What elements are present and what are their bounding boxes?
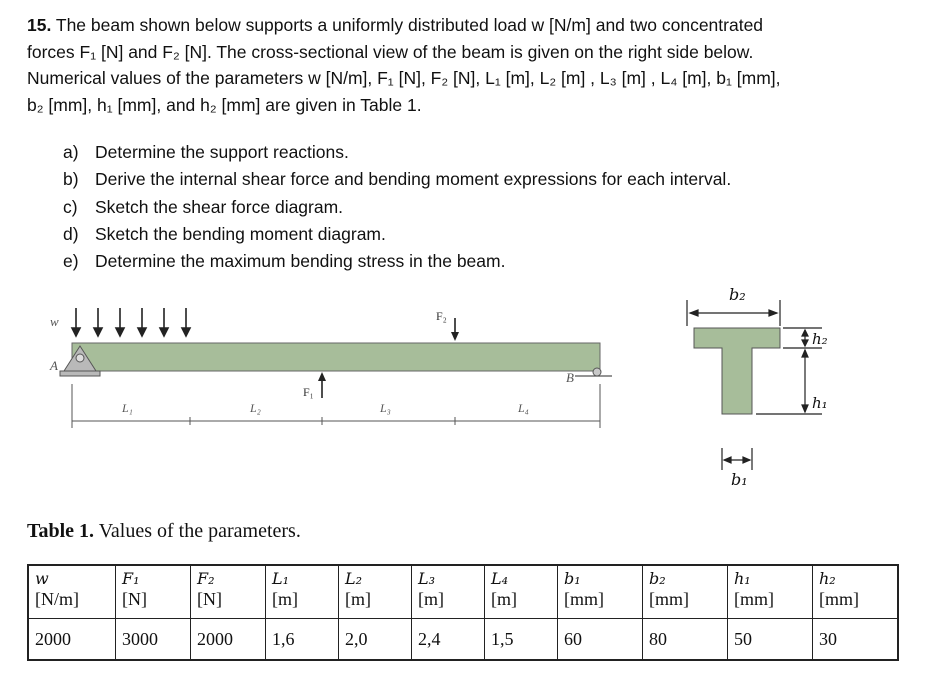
table-value-cell: 2000	[28, 619, 116, 661]
length-l4-label: L₄	[518, 401, 529, 415]
table-header-cell: L₄ [m]	[485, 565, 558, 619]
table-caption: Table 1. Values of the parameters.	[27, 520, 301, 542]
force-f1-arrow	[318, 372, 326, 398]
force-f2-label: F₂	[436, 309, 447, 323]
table-header-cell: L₁ [m]	[266, 565, 339, 619]
length-l1-label: L₁	[122, 401, 133, 415]
part-b: b) Derive the internal shear force and bending moment expressions for each interval.	[63, 169, 732, 190]
distributed-load	[72, 308, 190, 336]
support-b-label: B	[566, 370, 574, 385]
table-value-cell: 2,0	[339, 619, 412, 661]
support-a-label: A	[50, 358, 58, 373]
b1-label: b₁	[731, 470, 748, 489]
part-a: a) Determine the support reactions.	[63, 142, 349, 162]
table-header-cell: L₃ [m]	[412, 565, 485, 619]
table-values-row	[28, 619, 898, 661]
problem-line-4: b₂ [mm], h₁ [mm], and h₂ [mm] are given in Table 1.	[27, 94, 422, 115]
force-f1-label: F₁	[303, 385, 314, 399]
problem-number: 15.	[27, 15, 52, 35]
table-header-cell: b₂ [mm]	[643, 565, 728, 619]
b2-label: b₂	[729, 285, 746, 304]
h2-label: h₂	[812, 330, 828, 348]
table-header-cell: F₂ [N]	[191, 565, 266, 619]
problem-line-2: forces F₁ [N] and F₂ [N]. The cross-sectional view of the beam is given on the right side below.	[27, 41, 754, 62]
h1-label: h₁	[812, 394, 828, 412]
table-value-cell: 60	[558, 619, 643, 661]
part-e: e) Determine the maximum bending stress in the beam.	[63, 251, 506, 272]
table-header-cell: h₂ [mm]	[813, 565, 899, 619]
force-f2-arrow	[451, 318, 459, 341]
table-value-cell: 50	[728, 619, 813, 661]
table-header-cell: h₁ [mm]	[728, 565, 813, 619]
problem-line-3: Numerical values of the parameters w [N/m], F₁ [N], F₂ [N], L₁ [m], L₂ [m] , L₃ [m] , L₄ [m], b₁ [mm],	[27, 68, 781, 88]
table-value-cell: 2000	[191, 619, 266, 661]
table-value-cell: 3000	[116, 619, 191, 661]
t-cross-section	[694, 328, 780, 414]
parameters-table	[27, 564, 899, 661]
table-header-cell: F₁ [N]	[116, 565, 191, 619]
question-parts	[63, 139, 731, 275]
part-d: d) Sketch the bending moment diagram.	[63, 223, 386, 244]
table-header-cell: w [N/m]	[35, 569, 79, 609]
beam	[72, 343, 600, 371]
table-value-cell: 80	[643, 619, 728, 661]
part-c: c) Sketch the shear force diagram.	[63, 196, 344, 217]
problem-line-1: 15. The beam shown below supports a uniformly distributed load w [N/m] and two concentrated	[27, 15, 764, 35]
b1-dimension	[722, 448, 752, 470]
load-label: w	[50, 314, 59, 329]
table-value-cell: 30	[813, 619, 899, 661]
table-header-row	[28, 565, 898, 619]
length-l3-label: L₃	[380, 401, 391, 415]
length-l2-label: L₂	[250, 401, 261, 415]
table-value-cell: 1,6	[266, 619, 339, 661]
table-value-cell: 1,5	[485, 619, 558, 661]
table-header-cell: L₂ [m]	[339, 565, 412, 619]
problem-statement	[27, 12, 907, 118]
table-value-cell: 2,4	[412, 619, 485, 661]
table-header-cell: b₁ [mm]	[558, 565, 643, 619]
beam-figure	[0, 280, 940, 500]
